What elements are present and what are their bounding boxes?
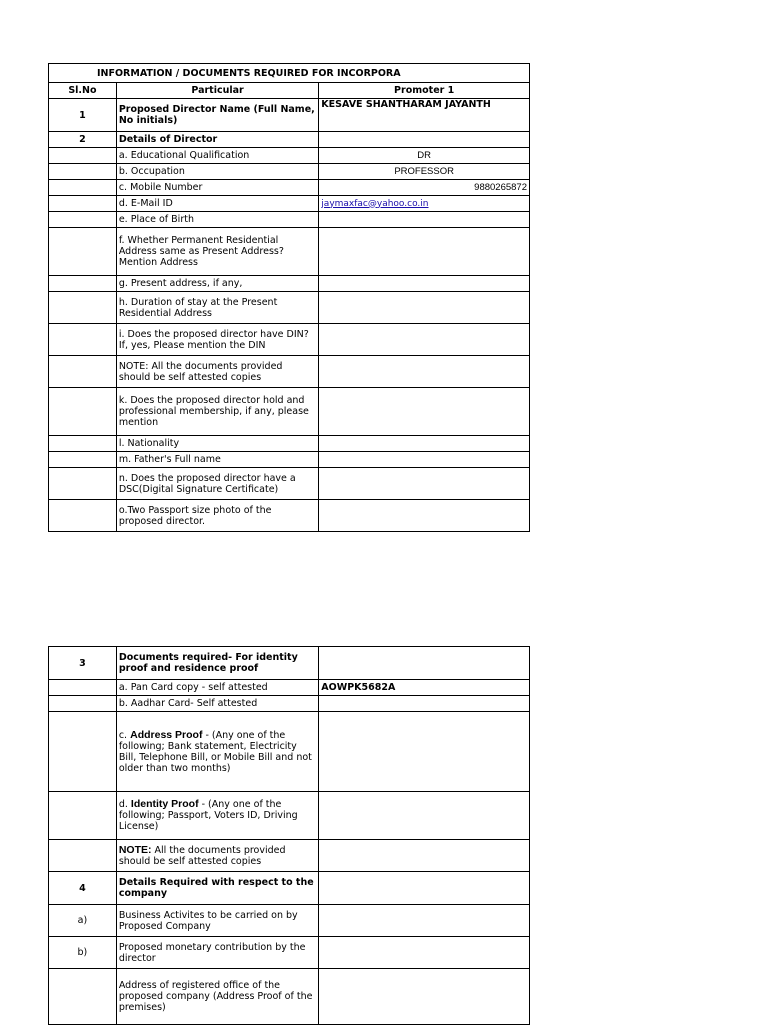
cell-slno[interactable]	[49, 712, 117, 792]
cell-particular[interactable]: l. Nationality	[116, 436, 318, 452]
cell-value[interactable]	[319, 696, 530, 712]
header-promoter[interactable]: Promoter 1	[319, 83, 530, 99]
cell-slno[interactable]	[49, 292, 117, 324]
cell-value[interactable]	[319, 792, 530, 840]
cell-slno[interactable]: 3	[49, 647, 117, 680]
cell-slno[interactable]	[49, 212, 117, 228]
cell-particular[interactable]: Details of Director	[116, 132, 318, 148]
cell-particular[interactable]: Proposed monetary contribution by the director	[116, 937, 318, 969]
cell-particular[interactable]: d. E-Mail ID	[116, 196, 318, 212]
cell-value[interactable]	[319, 132, 530, 148]
pan-number-cell[interactable]: AOWPK5682A	[319, 680, 530, 696]
cell-value[interactable]	[319, 276, 530, 292]
cell-value[interactable]	[319, 324, 530, 356]
cell-slno[interactable]	[49, 840, 117, 872]
cell-particular[interactable]	[116, 792, 318, 840]
item-prefix: c.	[118, 729, 128, 741]
cell-value[interactable]	[319, 468, 530, 500]
cell-value[interactable]	[319, 840, 530, 872]
cell-slno[interactable]	[49, 164, 117, 180]
cell-slno[interactable]: b)	[49, 937, 117, 969]
cell-particular[interactable]: Proposed Director Name (Full Name, No initials)	[116, 99, 318, 132]
identity-proof-label: Identity Proof	[130, 798, 199, 810]
cell-particular[interactable]	[116, 840, 318, 872]
cell-particular[interactable]	[116, 712, 318, 792]
cell-slno[interactable]	[49, 324, 117, 356]
cell-value[interactable]	[319, 500, 530, 532]
cell-value[interactable]	[319, 436, 530, 452]
sheet-title[interactable]: INFORMATION / DOCUMENTS REQUIRED FOR INCORPORA	[49, 64, 530, 83]
cell-value[interactable]	[319, 647, 530, 680]
director-name-cell[interactable]: KESAVE SHANTHARAM JAYANTH	[319, 99, 530, 132]
cell-particular[interactable]: b. Aadhar Card- Self attested	[116, 696, 318, 712]
cell-value[interactable]	[319, 388, 530, 436]
cell-particular[interactable]: e. Place of Birth	[116, 212, 318, 228]
cell-particular[interactable]: NOTE: All the documents provided should be self attested copies	[116, 356, 318, 388]
cell-particular[interactable]: Documents required- For identity proof and residence proof	[116, 647, 318, 680]
cell-slno[interactable]	[49, 356, 117, 388]
item-description: All the documents provided should be self attested copies	[118, 844, 286, 867]
address-proof-label: Address Proof	[130, 728, 203, 741]
cell-slno[interactable]	[49, 792, 117, 840]
cell-particular[interactable]: Address of registered office of the proposed company (Address Proof of the premises)	[116, 969, 318, 1025]
cell-particular[interactable]: f. Whether Permanent Residential Address same as Present Address? Mention Address	[116, 228, 318, 276]
cell-value[interactable]	[319, 712, 530, 792]
cell-slno[interactable]: 1	[49, 99, 117, 132]
cell-slno[interactable]	[49, 148, 117, 164]
email-cell[interactable]	[319, 196, 530, 212]
cell-value[interactable]	[319, 212, 530, 228]
cell-slno[interactable]	[49, 196, 117, 212]
cell-value[interactable]	[319, 905, 530, 937]
header-particular[interactable]: Particular	[116, 83, 318, 99]
qualification-cell[interactable]: DR	[319, 148, 530, 164]
cell-slno[interactable]	[49, 228, 117, 276]
cell-particular[interactable]: g. Present address, if any,	[116, 276, 318, 292]
cell-particular[interactable]: c. Mobile Number	[116, 180, 318, 196]
header-slno[interactable]: Sl.No	[49, 83, 117, 99]
cell-slno[interactable]	[49, 500, 117, 532]
item-description: - (Any one of the following; Bank statement, Electricity Bill, Telephone Bill, or Mobile Bill and not older than two months)	[118, 729, 312, 774]
cell-particular[interactable]: k. Does the proposed director hold and professional membership, if any, please mention	[116, 388, 318, 436]
cell-value[interactable]	[319, 937, 530, 969]
cell-slno[interactable]	[49, 468, 117, 500]
cell-slno[interactable]	[49, 969, 117, 1025]
item-description: - (Any one of the following; Passport, Voters ID, Driving License)	[118, 799, 298, 832]
cell-particular[interactable]: Details Required with respect to the company	[116, 872, 318, 905]
cell-slno[interactable]	[49, 680, 117, 696]
cell-particular[interactable]: a. Pan Card copy - self attested	[116, 680, 318, 696]
cell-particular[interactable]: i. Does the proposed director have DIN? If, yes, Please mention the DIN	[116, 324, 318, 356]
cell-slno[interactable]	[49, 436, 117, 452]
note-label: NOTE:	[118, 843, 152, 856]
cell-slno[interactable]	[49, 696, 117, 712]
cell-slno[interactable]: 4	[49, 872, 117, 905]
cell-slno[interactable]	[49, 452, 117, 468]
director-details-table	[48, 63, 530, 532]
cell-particular[interactable]: o.Two Passport size photo of the proposed director.	[116, 500, 318, 532]
cell-particular[interactable]: b. Occupation	[116, 164, 318, 180]
cell-slno[interactable]: 2	[49, 132, 117, 148]
cell-value[interactable]	[319, 356, 530, 388]
email-link[interactable]: jaymaxfac@yahoo.co.in	[321, 198, 429, 209]
item-prefix: d.	[118, 799, 128, 810]
occupation-cell[interactable]: PROFESSOR	[319, 164, 530, 180]
cell-value[interactable]	[319, 452, 530, 468]
cell-slno[interactable]	[49, 276, 117, 292]
cell-slno[interactable]	[49, 388, 117, 436]
mobile-number-cell[interactable]: 9880265872	[319, 180, 530, 196]
cell-particular[interactable]: m. Father's Full name	[116, 452, 318, 468]
cell-slno[interactable]: a)	[49, 905, 117, 937]
cell-slno[interactable]	[49, 180, 117, 196]
cell-value[interactable]	[319, 969, 530, 1025]
cell-particular[interactable]: h. Duration of stay at the Present Residential Address	[116, 292, 318, 324]
cell-value[interactable]	[319, 228, 530, 276]
cell-value[interactable]	[319, 292, 530, 324]
cell-particular[interactable]: Business Activites to be carried on by Proposed Company	[116, 905, 318, 937]
cell-particular[interactable]: n. Does the proposed director have a DSC(Digital Signature Certificate)	[116, 468, 318, 500]
documents-required-table	[48, 646, 530, 1025]
cell-value[interactable]	[319, 872, 530, 905]
cell-particular[interactable]: a. Educational Qualification	[116, 148, 318, 164]
